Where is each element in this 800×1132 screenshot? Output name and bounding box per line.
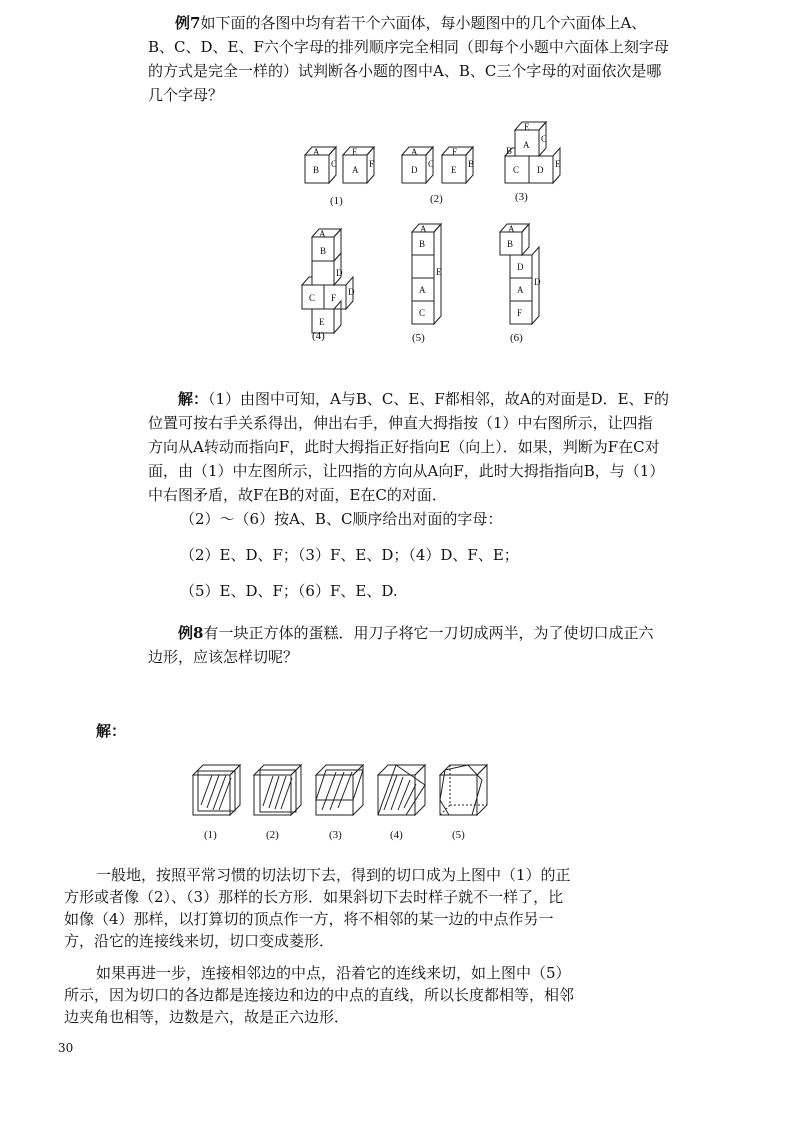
example7-line-3: 的方式是完全一样的）试判断各小题的图中A、B、C三个字母的对面依次是哪 (148, 62, 662, 80)
solution7-line-5: 中右图矛盾，故F在B的对面，E在C的对面． (148, 486, 447, 504)
cube-letter: A (411, 147, 418, 157)
solution8-para2-line-2: 所示，因为切口的各边都是连接边和边的中点的直线，所以长度都相等，相邻 (64, 986, 575, 1004)
cube-letter: D (517, 262, 524, 272)
cut-caption-2: (2) (266, 829, 279, 841)
figure-caption-4: (4) (312, 330, 325, 342)
example7-line-2: B、C、D、E、F六个字母的排列顺序完全相同（即每个小题中六面体上刻字母 (148, 38, 669, 56)
cube-letter: A (319, 229, 326, 239)
cube-letter: A (420, 224, 427, 234)
cut-figures (0, 755, 800, 845)
cube-letter: D (411, 165, 418, 175)
solution7-answers-row-2: （5）E、D、F；（6）F、E、D. (180, 582, 398, 600)
cube-letter: B (313, 165, 320, 175)
cut-caption-5: (5) (452, 829, 465, 841)
solution8-para1-line-4: 方，沿它的连接线来切，切口变成菱形． (64, 932, 335, 950)
cube-letter: F (452, 147, 458, 157)
cut-caption-1: (1) (204, 829, 217, 841)
figure-caption-3: (3) (515, 191, 528, 203)
example7-line-1: 如下面的各图中均有若干个六面体，每小题图中的几个六面体上A、 (200, 14, 647, 32)
solution8-para2-line-3: 边夹角也相等，边数是六，故是正六边形． (64, 1008, 350, 1026)
cube-letter: F (369, 159, 375, 169)
figure-caption-5: (5) (412, 332, 425, 344)
cut-figure-2 (254, 765, 301, 815)
cube-letter: D (348, 287, 355, 297)
example8-label: 例8 (178, 624, 204, 642)
cube-letter: B (419, 239, 426, 249)
cube-letter: F (331, 293, 337, 303)
cut-figure-1 (193, 765, 240, 815)
solution8-para1-line-1: 一般地，按照平常习惯的切法切下去，得到的切口成为上图中（1）的正 (96, 866, 571, 884)
cut-figure-captions (204, 829, 465, 841)
example7-label: 例7 (175, 14, 201, 32)
figure-caption-1: (1) (330, 195, 343, 207)
cube-letter: D (534, 277, 541, 287)
solution7-line-1 (178, 388, 669, 411)
cube-letter: D (537, 165, 544, 175)
cube-figure-4 (302, 229, 353, 333)
cube-letter: C (428, 159, 435, 169)
cube-letter: A (313, 147, 320, 157)
solution7-label: 解： (178, 390, 209, 408)
cube-letter: A (352, 165, 359, 175)
figure-caption-2: (2) (430, 193, 443, 205)
cube-letter: A (517, 285, 524, 295)
cube-letter: B (507, 239, 514, 249)
solution7-line-3: 方向从A转动而指向F，此时大拇指正好指向E（向上）．如果，判断为F在C对 (148, 438, 660, 456)
example8-text: 有一块正方体的蛋糕．用刀子将它一刀切成两半，为了使切口成正六 (203, 624, 654, 642)
cube-letter: F (517, 308, 523, 318)
cube-figure-captions (312, 191, 528, 344)
cube-letter: C (513, 165, 520, 175)
cube-letter: E (436, 267, 442, 277)
cut-figure-4 (378, 765, 425, 815)
cube-letter: B (506, 146, 513, 156)
cube-letter: A (523, 140, 530, 150)
solution7-line-4: 面，由（1）中左图所示，让四指的方向从A向F，此时大拇指指向B，与（1） (148, 462, 665, 480)
cube-letter: E (352, 147, 358, 157)
solution7-text: （1）由图中可知，A与B、C、E、F都相邻，故A的对面是D．E、F的 (208, 390, 669, 408)
cube-letter: E (555, 159, 561, 169)
cube-letter: D (336, 268, 343, 278)
example8-line-2: 边形，应该怎样切呢？ (148, 648, 299, 666)
cube-letter: E (524, 122, 530, 132)
example8-line-1 (178, 622, 653, 645)
figure-caption-6: (6) (510, 332, 523, 344)
cut-caption-4: (4) (390, 829, 403, 841)
cube-letter: A (508, 224, 515, 234)
solution8-para1-line-3: 如像（4）那样，以打算切的顶点作一方，将不相邻的某一边的中点作另一 (64, 910, 554, 928)
cube-letter: C (331, 159, 338, 169)
page-number: 30 (58, 1041, 74, 1055)
cube-letter: C (541, 134, 548, 144)
cut-figure-5 (440, 765, 487, 815)
solution7-line-2: 位置可按右手关系得出，伸出右手，伸直大拇指按（1）中右图所示，让四指 (148, 414, 653, 432)
solution7-intro: （2）～（6）按A、B、C顺序给出对面的字母： (180, 510, 503, 528)
cube-letter: B (320, 246, 327, 256)
cube-letter: C (419, 308, 426, 318)
solution8-para2-line-1: 如果再进一步，连接相邻边的中点，沿着它的连线来切，如上图中（5） (96, 964, 571, 982)
cube-letter: C (309, 293, 316, 303)
example7-line-4: 几个字母？ (148, 86, 224, 104)
cut-figure-3 (316, 765, 363, 815)
cube-letter: A (419, 285, 426, 295)
cube-letter: E (451, 165, 457, 175)
solution8-para1-line-2: 方形或者像（2）、（3）那样的长方形．如果斜切下去时样子就不一样了，比 (64, 888, 564, 906)
example7-text (175, 12, 646, 35)
solution7-answers-row-1: （2）E、D、F；（3）F、E、D；（4）D、F、E； (180, 546, 519, 564)
solution8-label: 解： (96, 722, 127, 740)
cube-figures (0, 110, 800, 370)
cut-caption-3: (3) (329, 829, 342, 841)
cube-letter: E (319, 317, 325, 327)
cube-letter: B (468, 159, 475, 169)
